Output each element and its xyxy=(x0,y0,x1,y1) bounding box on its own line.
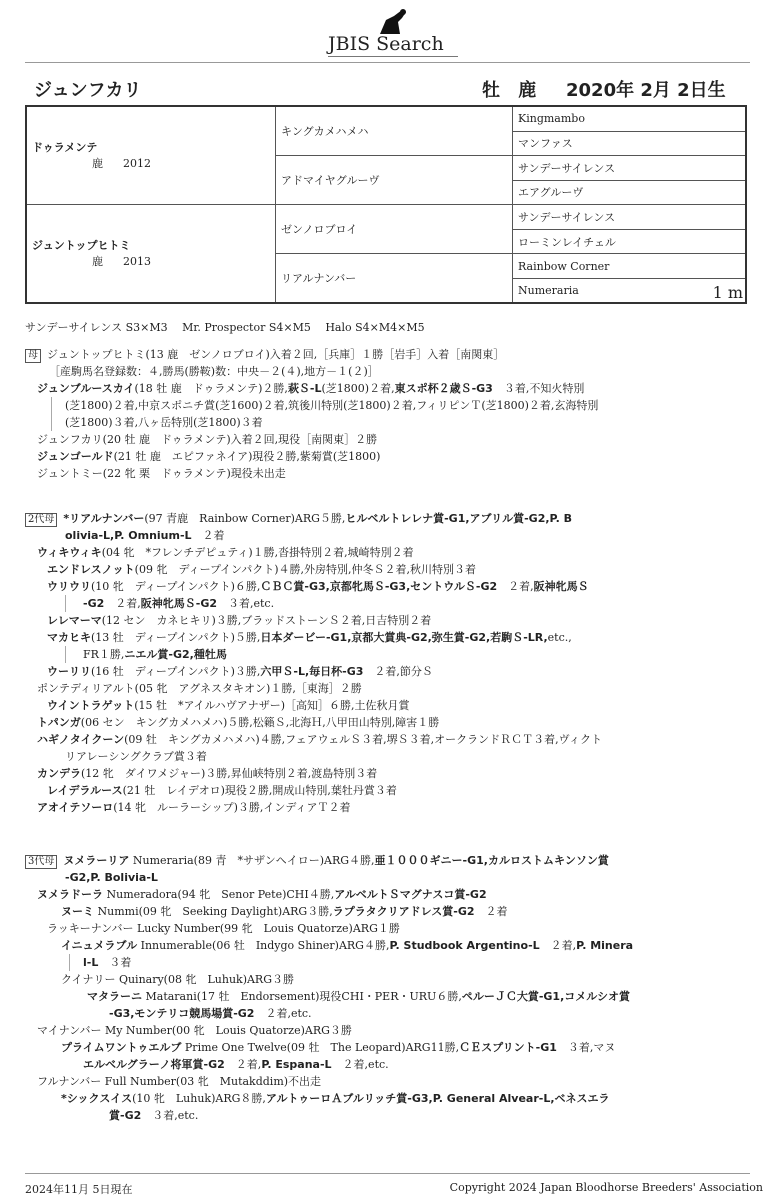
pedigree-ssd[interactable]: マンファス xyxy=(513,131,747,155)
pedigree-sire-dam[interactable]: アドマイヤグルーヴ xyxy=(276,155,513,204)
family-line: ２着, xyxy=(104,597,141,610)
family-line: (18 牡 鹿 ドゥラメンテ)２勝, xyxy=(134,382,288,395)
race-link[interactable]: P. Espana-L xyxy=(261,1058,332,1071)
family-line: Matarani(17 牡 Endorsement)現役CHI・PER・URU６勝, xyxy=(142,990,462,1003)
gen-tag: 2代母 xyxy=(25,513,57,527)
horse-link[interactable]: ウィキウィキ xyxy=(37,546,102,559)
family-line: ３着 xyxy=(98,956,132,969)
family-line[interactable]: ジュンフカリ(20 牡 鹿 ドゥラメンテ)入着２回,現役［南関東］２勝 xyxy=(37,433,378,446)
header-divider xyxy=(25,62,750,63)
horse-link[interactable]: マカヒキ xyxy=(47,631,91,644)
family-line: ２着 xyxy=(474,905,508,918)
gen-tag: 3代母 xyxy=(25,855,57,869)
family-line: ３着,etc. xyxy=(217,597,275,610)
horse-birthdate: 2020年 2月 2日生 xyxy=(566,80,726,101)
family-line: (芝1800)３着,八ヶ岳特別(芝1800)３着 xyxy=(65,416,263,429)
race-link[interactable]: P. Minera xyxy=(576,939,634,952)
family-line: ２着, xyxy=(497,580,534,593)
footer-divider xyxy=(25,1173,750,1174)
race-link[interactable]: 日本ダービー-G1,京都大賞典-G2,弥生賞-G2,若駒Ｓ-LR, xyxy=(260,631,548,644)
race-link[interactable]: ＣＥスプリント-G1 xyxy=(459,1041,557,1054)
family-line: (10 牝 Luhuk)ARG８勝, xyxy=(132,1092,266,1105)
family-line[interactable]: ポンテディリアルト(05 牝 アグネスタキオン)１勝,［東海］２勝 xyxy=(37,682,362,695)
dam-year: 2013 xyxy=(123,255,151,269)
race-link[interactable]: 亜１０００ギニー-G1,カルロストムキンソン賞 xyxy=(374,854,609,867)
family-line: Numeradora(94 牝 Senor Pete)CHI４勝, xyxy=(103,888,335,901)
horse-link[interactable]: プライムワントゥエルブ xyxy=(61,1041,182,1054)
family-line: Prime One Twelve(09 牡 The Leopard)ARG11勝, xyxy=(181,1041,460,1054)
race-link[interactable]: ＣＢＣ賞-G3,京都牝馬Ｓ-G3,セントウルＳ-G2 xyxy=(260,580,498,593)
family-line[interactable]: マイナンバー My Number(00 牝 Louis Quatorze)ARG３勝 xyxy=(37,1024,352,1037)
family-line: (21 牡 鹿 エピファネイア)現役２勝,紫菊賞(芝1800) xyxy=(113,450,381,463)
race-link[interactable]: 賞-G2 xyxy=(109,1109,142,1122)
horse-link[interactable]: レイデラルース xyxy=(47,784,123,797)
family-line[interactable]: ジュントップヒトミ(13 鹿 ゼンノロブロイ)入着２回,［兵庫］１勝［岩手］入着［南関東］ xyxy=(47,348,505,361)
pedigree-dsd[interactable]: ローミンレイチェル xyxy=(513,230,747,254)
race-link[interactable]: l-L xyxy=(83,956,99,969)
pedigree-note: 1 m xyxy=(712,283,743,302)
race-link[interactable]: 東スポ杯２歳Ｓ-G3 xyxy=(394,382,493,395)
family-line: (12 牝 ダイワメジャー)３勝,昇仙峡特別２着,渡島特別３着 xyxy=(81,767,378,780)
horse-link[interactable]: ジュンブルースカイ xyxy=(37,382,135,395)
footer-date: 2024年11月 5日現在 xyxy=(25,1183,133,1196)
family-line: (16 牡 ディープインパクト)３勝, xyxy=(91,665,261,678)
race-link[interactable]: -G3,モンテリコ競馬場賞-G2 xyxy=(109,1007,255,1020)
pedigree-dam-sire[interactable]: ゼンノロブロイ xyxy=(276,204,513,253)
race-link[interactable]: ヒルベルトレレナ賞-G1,アブリル賞-G2,P. B xyxy=(345,512,572,525)
pedigree-sire-sire[interactable]: キングカメハメハ xyxy=(276,106,513,155)
family-line: (12 セン カネヒキリ)３勝,ブラッドストーンＳ２着,日吉特別２着 xyxy=(101,614,432,627)
tree-bar xyxy=(65,595,66,612)
family-line: ２着,etc. xyxy=(254,1007,312,1020)
horse-link[interactable]: イニュメラブル xyxy=(61,939,138,952)
logo-text: JBIS Search xyxy=(328,33,444,55)
race-link[interactable]: 阪神牝馬Ｓ xyxy=(533,580,589,593)
horse-link[interactable]: カンデラ xyxy=(37,767,81,780)
horse-link[interactable]: ウリウリ xyxy=(47,580,91,593)
pedigree-sdd[interactable]: エアグルーヴ xyxy=(513,180,747,204)
pedigree-sds[interactable]: サンデーサイレンス xyxy=(513,155,747,180)
horse-link[interactable]: ジュンゴールド xyxy=(37,450,114,463)
jbis-search-logo[interactable] xyxy=(328,6,468,56)
family-line: (21 牡 レイデオロ)現役２勝,開成山特別,葉牡丹賞３着 xyxy=(122,784,397,797)
family-line[interactable]: ジュントミー(22 牝 栗 ドゥラメンテ)現役未出走 xyxy=(37,467,286,480)
family-line: etc., xyxy=(547,631,572,644)
pedigree-dam-cell[interactable] xyxy=(26,204,276,303)
family-section-1 xyxy=(25,346,725,482)
logo-underline xyxy=(328,56,458,57)
race-link[interactable]: ペルーＪＣ大賞-G1,コメルシオ賞 xyxy=(461,990,630,1003)
family-line: ２着,etc. xyxy=(331,1058,389,1071)
family-line: ２着 xyxy=(191,529,225,542)
family-line: リアレーシングクラブ賞３着 xyxy=(65,750,207,763)
pedigree-sss[interactable]: Kingmambo xyxy=(513,106,747,131)
tree-bar xyxy=(69,954,70,971)
horse-link[interactable]: マタラーニ xyxy=(87,990,142,1003)
family-line: ２着,節分Ｓ xyxy=(363,665,433,678)
race-link[interactable]: 萩Ｓ-L xyxy=(287,382,322,395)
family-line: (芝1800)２着, xyxy=(321,382,395,395)
race-link[interactable]: ラプラタクリアドレス賞-G2 xyxy=(332,905,475,918)
family-line: Nummi(09 牝 Seeking Daylight)ARG３勝, xyxy=(94,905,333,918)
horse-link[interactable]: ウイントラゲット xyxy=(47,699,135,712)
inbreeding-note: サンデーサイレンス S3×M3 Mr. Prospector S4×M5 Halo S4×M4×M5 xyxy=(25,321,425,334)
pedigree-sire-cell[interactable] xyxy=(26,106,276,204)
horse-link[interactable]: レレマーマ xyxy=(47,614,102,627)
family-line: (10 牝 ディープインパクト)６勝, xyxy=(91,580,261,593)
race-link[interactable]: P. Studbook Argentino-L xyxy=(389,939,540,952)
race-link[interactable]: olivia-L,P. Omnium-L xyxy=(65,529,192,542)
horse-rider-icon xyxy=(372,6,412,36)
pedigree-ddd-cell[interactable] xyxy=(513,279,747,303)
family-section-2 xyxy=(25,510,725,816)
horse-link[interactable]: エンドレスノット xyxy=(47,563,135,576)
family-line[interactable]: クイナリー Quinary(08 牝 Luhuk)ARG３勝 xyxy=(61,973,294,986)
tree-bar xyxy=(65,646,66,663)
sire-name: ドゥラメンテ xyxy=(32,141,98,155)
horse-sex-color: 牡 鹿 xyxy=(482,80,543,101)
pedigree-table xyxy=(25,105,747,304)
horse-link[interactable]: トパンガ xyxy=(37,716,81,729)
family-line: Numeraria(89 青 *サザンヘイロー)ARG４勝, xyxy=(129,854,375,867)
family-line: (04 牝 *フレンチデピュティ)１勝,沓掛特別２着,城崎特別２着 xyxy=(101,546,414,559)
family-line: (芝1800)２着,中京スポニチ賞(芝1600)２着,筑後川特別(芝1800)２着,フィリピンＴ(芝1800)２着,玄海特別 xyxy=(65,399,599,412)
pedigree-dam-dam[interactable]: リアルナンバー xyxy=(276,254,513,303)
horse-name: ジュンフカリ xyxy=(34,80,142,101)
race-link[interactable]: ニエル賞-G2,種牡馬 xyxy=(124,648,227,661)
family-line: ２着, xyxy=(539,939,577,952)
dam-color: 鹿 xyxy=(92,255,103,269)
family-line: Innumerable(06 牡 Indygo Shiner)ARG４勝, xyxy=(137,939,390,952)
dam-name: ジュントップヒトミ xyxy=(32,239,131,253)
horse-link[interactable]: ヌメラーリア xyxy=(63,854,130,867)
race-link[interactable]: アルトゥーロＡブルリッチ賞-G3,P. General Alvear-L,ベネスエラ xyxy=(265,1092,610,1105)
pedigree-dss[interactable]: サンデーサイレンス xyxy=(513,204,747,229)
family-line: FR１勝, xyxy=(83,648,125,661)
family-line: ２着, xyxy=(224,1058,262,1071)
horse-link[interactable]: ヌーミ xyxy=(61,905,94,918)
race-link[interactable]: アルベルトＳマグナスコ賞-G2 xyxy=(334,888,487,901)
family-line: (09 牝 ディープインパクト)４勝,外房特別,仲冬Ｓ２着,秋川特別３着 xyxy=(134,563,477,576)
race-link[interactable]: -G2,P. Bolivia-L xyxy=(65,871,158,884)
horse-link[interactable]: *リアルナンバー xyxy=(63,512,145,525)
horse-link[interactable]: ヌメラドーラ xyxy=(37,888,103,901)
sire-year: 2012 xyxy=(123,157,151,171)
race-link[interactable]: 阪神牝馬Ｓ-G2 xyxy=(140,597,217,610)
family-line: ３着,不知火特別 xyxy=(492,382,585,395)
race-link[interactable]: 六甲Ｓ-L,毎日杯-G3 xyxy=(260,665,364,678)
sire-color: 鹿 xyxy=(92,157,103,171)
horse-link[interactable]: *シックスイス xyxy=(61,1092,133,1105)
family-line: (14 牝 ルーラーシップ)３勝,インディアＴ２着 xyxy=(113,801,351,814)
race-link[interactable]: -G2 xyxy=(83,597,105,610)
family-section-3 xyxy=(25,852,725,1124)
family-line: (13 牡 ディープインパクト)５勝, xyxy=(91,631,261,644)
family-line: (06 セン キングカメハメハ)５勝,松籟Ｓ,北海Ｈ,八甲田山特別,障害１勝 xyxy=(80,716,440,729)
race-link[interactable]: エルベルグラーノ将軍賞-G2 xyxy=(83,1058,225,1071)
pedigree-dds[interactable]: Rainbow Corner xyxy=(513,254,747,279)
gen-tag: 母 xyxy=(25,349,41,363)
footer-copyright: Copyright 2024 Japan Bloodhorse Breeders' Association xyxy=(449,1181,763,1194)
family-line: (09 牡 キングカメハメハ)４勝,フェアウェルＳ３着,堺Ｓ３着,オークランドＲＣＴ３着,ヴィクト xyxy=(124,733,602,746)
horse-link[interactable]: ウーリリ xyxy=(47,665,91,678)
family-line[interactable]: ラッキーナンバー Lucky Number(99 牝 Louis Quatorze)ARG１勝 xyxy=(47,922,400,935)
family-line: ３着,マヌ xyxy=(556,1041,616,1054)
family-line: ３着,etc. xyxy=(141,1109,199,1122)
family-line: (97 青鹿 Rainbow Corner)ARG５勝, xyxy=(144,512,346,525)
family-line: (15 牡 *アイルハヴアナザー)［高知］６勝,土佐秋月賞 xyxy=(134,699,410,712)
family-line[interactable]: フルナンバー Full Number(03 牝 Mutakddim)不出走 xyxy=(37,1075,322,1088)
family-line: ［産駒馬名登録数：４,勝馬(勝鞍)数：中央－２(４),地方－１(２)］ xyxy=(49,365,379,378)
horse-link[interactable]: アオイテソーロ xyxy=(37,801,114,814)
pedigree-ddd: Numeraria xyxy=(518,284,579,298)
horse-link[interactable]: ハギノタイクーン xyxy=(37,733,125,746)
